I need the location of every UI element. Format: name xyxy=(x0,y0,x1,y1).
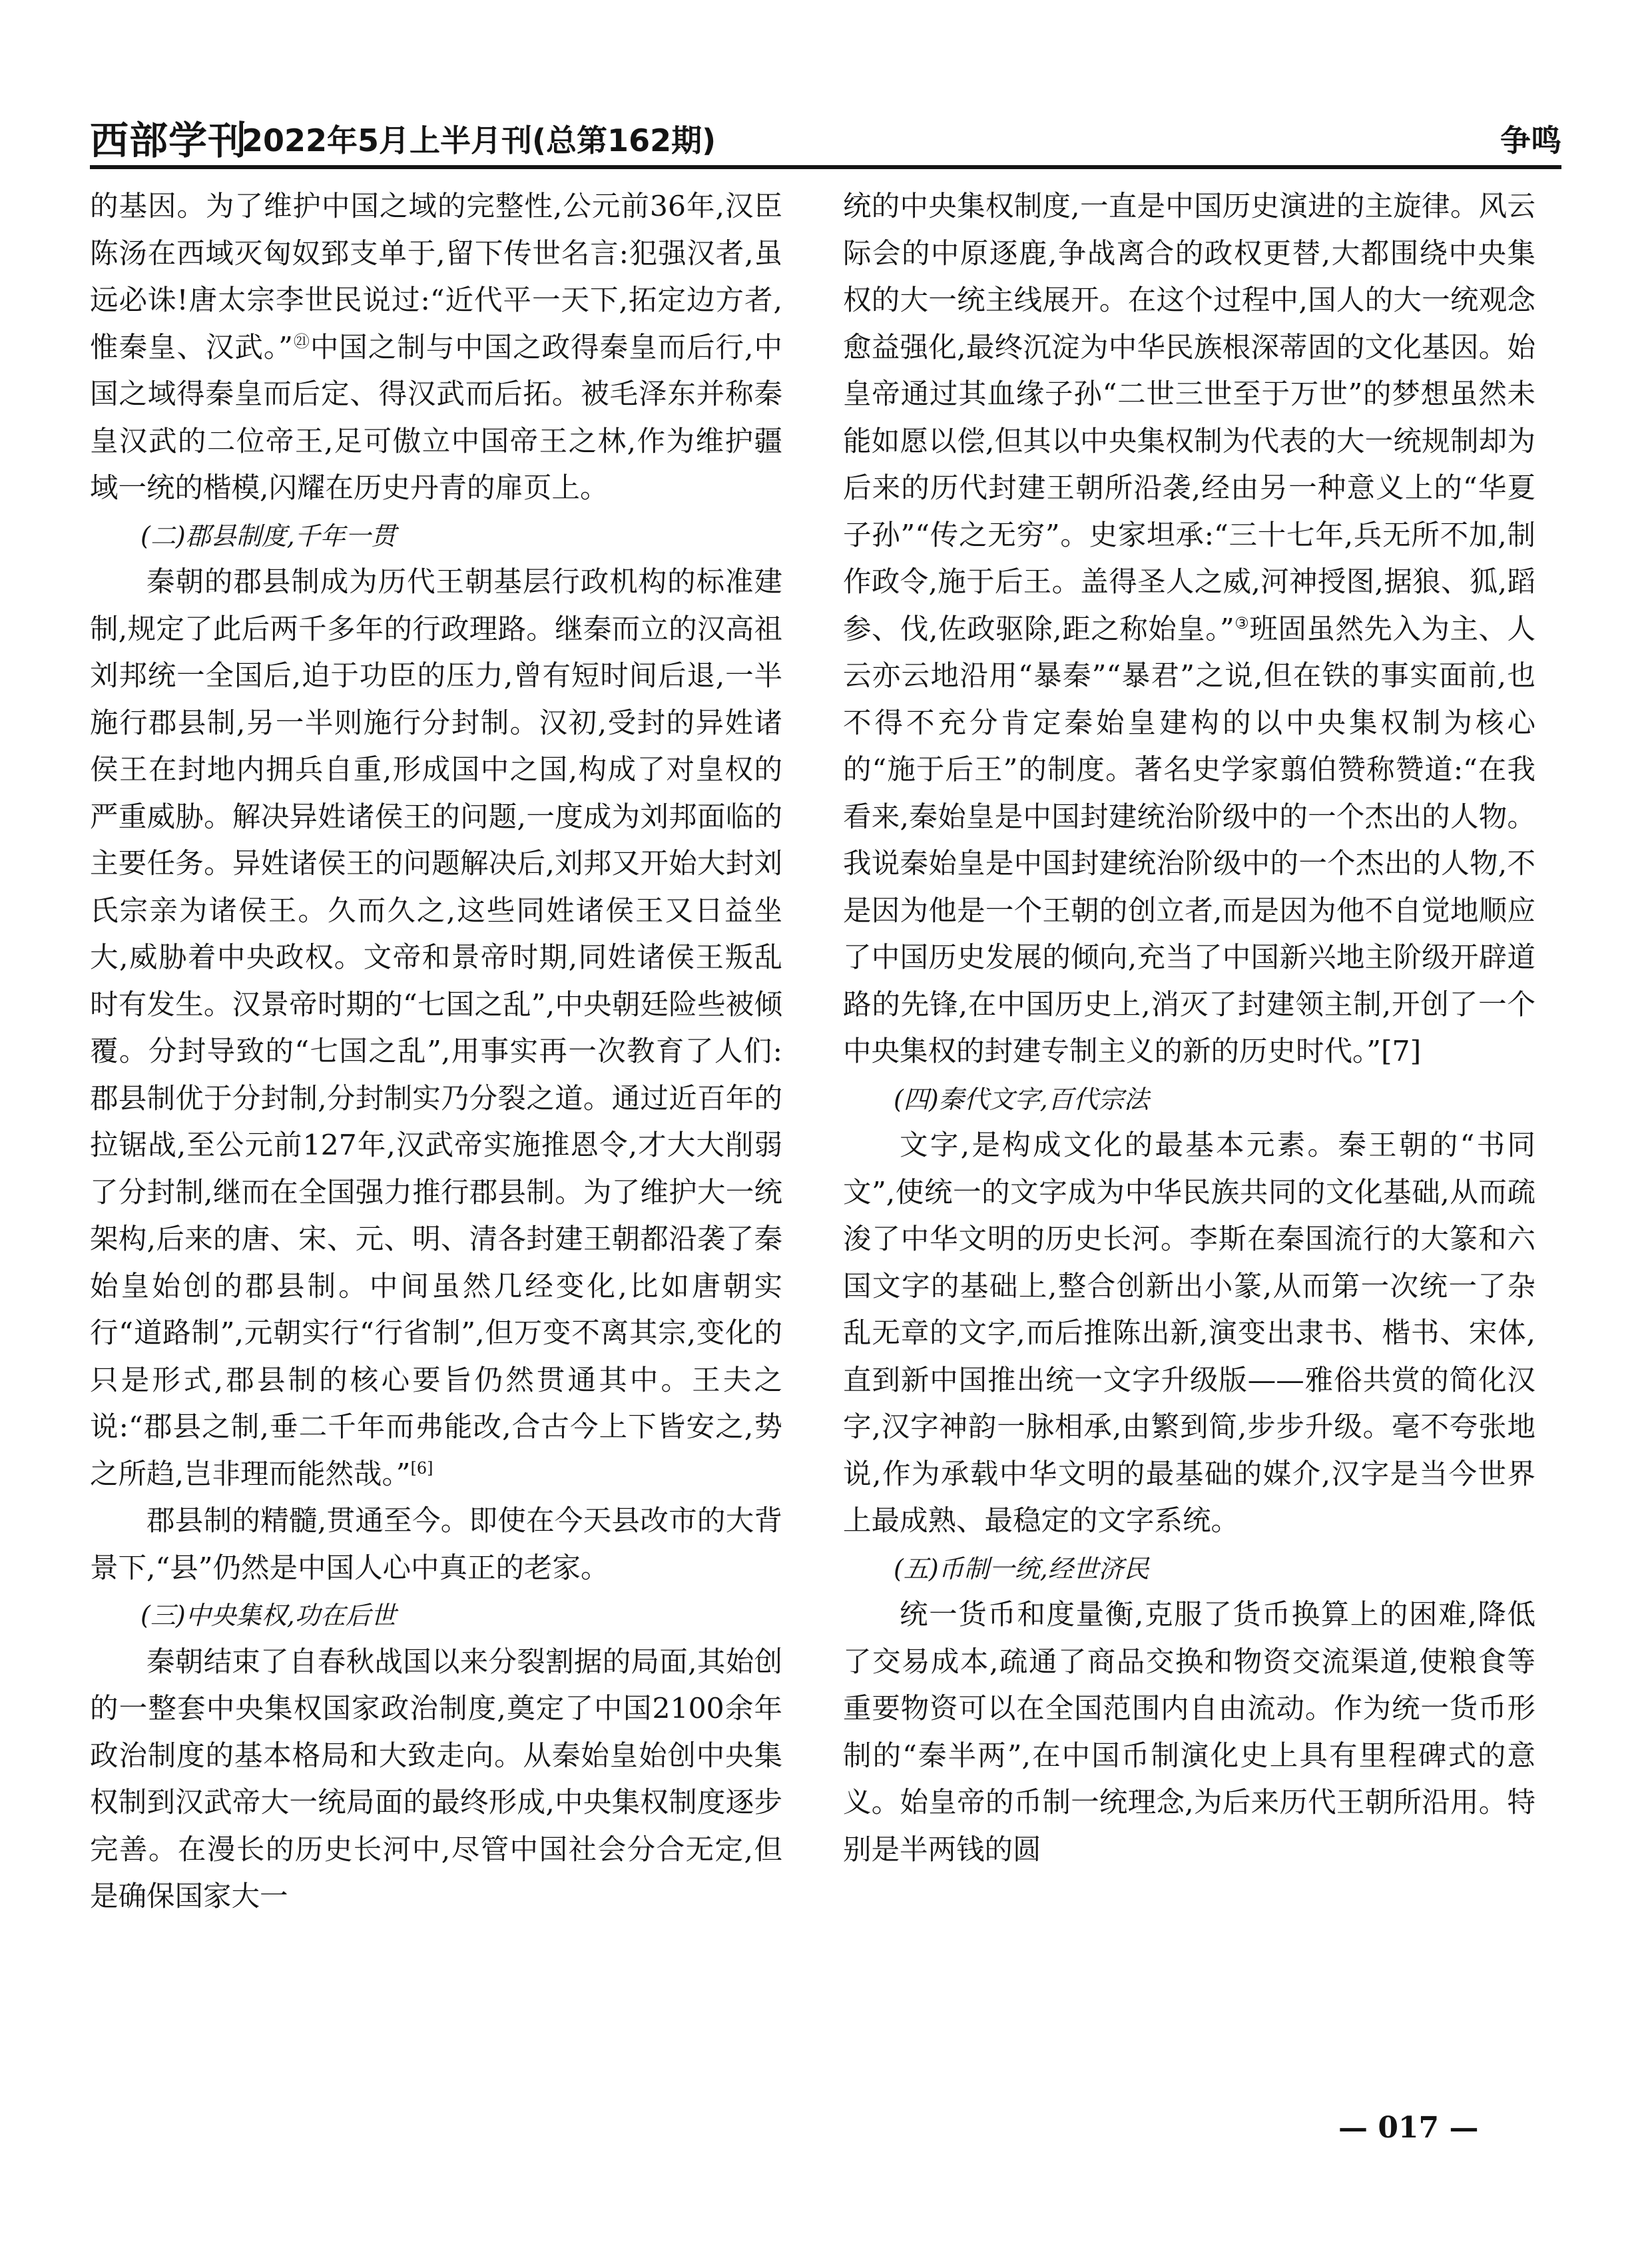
paragraph: 文字,是构成文化的最基本元素。秦王朝的“书同文”,使统一的文字成为中华民族共同的文化基础,从而疏浚了中华文明的历史长河。李斯在秦国流行的大篆和六国文字的基础上,整合创新出小篆,从而第一次统一了杂乱无章的文字,而后推陈出新,演变出隶书、楷书、宋体,直到新中国推出统一文字升级版——雅俗共赏的简化汉字,汉字神韵一脉相承,由繁到简,步步升级。毫不夸张地说,作为承载中华文明的最基础的媒介,汉字是当今世界上最成熟、最稳定的文字系统。 xyxy=(843,1129,1535,1538)
section-label: 争鸣 xyxy=(1500,123,1561,158)
paragraph: 统一货币和度量衡,克服了货币换算上的困难,降低了交易成本,疏通了商品交换和物资交流渠道,使粮食等重要物资可以在全国范围内自由流动。作为统一货币形制的“秦半两”,在中国币制演化史上具有里程碑式的意义。始皇帝的币制一统理念,为后来历代王朝所沿用。特别是半两钱的圆 xyxy=(843,1599,1535,1866)
section-heading: (五)币制一统,经世济民 xyxy=(894,1553,1149,1583)
paragraph: 统的中央集权制度,一直是中国历史演进的主旋律。风云际会的中原逐鹿,争战离合的政权更替,大都围绕中央集权的大一统主线展开。在这个过程中,国人的大一统观念愈益强化,最终沉淀为中华民族根深蒂固的文化基因。始皇帝通过其血缘子孙“二世三世至于万世”的梦想虽然未能如愿以偿,但其以中央集权制为代表的大一统规制却为后来的历代封建王朝所沿袭,经由另一种意义上的“华夏子孙”“传之无穷”。史家坦承:“三十七年,兵无所不加,制作政令,施于后王。盖得圣人之威,河神授图,据狼、狐,蹈参、伐,佐政驱除,距之称始皇。”③班固虽然先入为主、人云亦云地沿用“暴秦”“暴君”之说,但在铁的事实面前,也不得不充分肯定秦始皇建构的以中央集权制为核心的“施于后王”的制度。著名史学家翦伯赞称赞道:“在我看来,秦始皇是中国封建统治阶级中的一个杰出的人物。我说秦始皇是中国封建统治阶级中的一个杰出的人物,不是因为他是一个王朝的创立者,而是因为他不自觉地顺应了中国历史发展的倾向,充当了中国新兴地主阶级开辟道路的先锋,在中国历史上,消灭了封建领主制,开创了一个中央集权的封建专制主义的新的历史时代。”[7] xyxy=(843,190,1535,1068)
reference-marker: [6] xyxy=(410,1458,433,1478)
footnote-marker: ③ xyxy=(1234,613,1250,633)
header-rule xyxy=(90,165,1561,169)
footnote-marker: ㉑ xyxy=(292,332,310,351)
section-heading: (四)秦代文字,百代宗法 xyxy=(894,1084,1149,1114)
page-number: — 017 — xyxy=(1338,2111,1479,2145)
paragraph: 的基因。为了维护中国之域的完整性,公元前36年,汉臣陈汤在西域灭匈奴郅支单于,留下传世名言:犯强汉者,虽远必诛!唐太宗李世民说过:“近代平一天下,拓定边方者,惟秦皇、汉武。”$^㉑$中国之制与中国之政得秦皇而后行,中国之域得秦皇而后定、得汉武而后拓。被毛泽东并称秦皇汉武的二位帝王,足可傲立中国帝王之林,作为维护疆域一统的楷模,闪耀在历史丹青的扉页上。 xyxy=(90,190,782,505)
paragraph: 郡县制的精髓,贯通至今。即使在今天县改市的大背景下,“县”仍然是中国人心中真正的老家。 xyxy=(90,1505,782,1585)
left-column xyxy=(90,184,782,2068)
section-heading: (三)中央集权,功在后世 xyxy=(140,1601,396,1630)
paragraph: 秦朝结束了自春秋战国以来分裂割据的局面,其始创的一整套中央集权国家政治制度,奠定了中国2100余年政治制度的基本格局和大致走向。从秦始皇始创中央集权制到汉武帝大一统局面的最终形成,中央集权制度逐步完善。在漫长的历史长河中,尽管中国社会分合无定,但是确保国家大一 xyxy=(90,1645,782,1913)
journal-name: 西部学刊 xyxy=(90,118,248,163)
right-column xyxy=(843,184,1535,2068)
issue-info: 2022年5月上半月刊(总第162期) xyxy=(242,123,716,158)
running-header xyxy=(90,112,1561,169)
paragraph: 秦朝的郡县制成为历代王朝基层行政机构的标准建制,规定了此后两千多年的行政理路。继秦而立的汉高祖刘邦统一全国后,迫于功臣的压力,曾有短时间后退,一半施行郡县制,另一半则施行分封制。汉初,受封的异姓诸侯王在封地内拥兵自重,形成国中之国,构成了对皇权的严重威胁。解决异姓诸侯王的问题,一度成为刘邦面临的主要任务。异姓诸侯王的问题解决后,刘邦又开始大封刘氏宗亲为诸侯王。久而久之,这些同姓诸侯王又日益坐大,威胁着中央政权。文帝和景帝时期,同姓诸侯王叛乱时有发生。汉景帝时期的“七国之乱”,中央朝廷险些被倾覆。分封导致的“七国之乱”,用事实再一次教育了人们:郡县制优于分封制,分封制实乃分裂之道。通过近百年的拉锯战,至公元前127年,汉武帝实施推恩令,才大大削弱了分封制,继而在全国强力推行郡县制。为了维护大一统架构,后来的唐、宋、元、明、清各封建王朝都沿袭了秦始皇始创的郡县制。中间虽然几经变化,比如唐朝实行“道路制”,元朝实行“行省制”,但万变不离其宗,变化的只是形式,郡县制的核心要旨仍然贯通其中。王夫之说:“郡县之制,垂二千年而弗能改,合古今上下皆安之,势之所趋,岂非理而能然哉。”[6] xyxy=(90,566,782,1491)
section-heading: (二)郡县制度,千年一贯 xyxy=(140,521,396,551)
